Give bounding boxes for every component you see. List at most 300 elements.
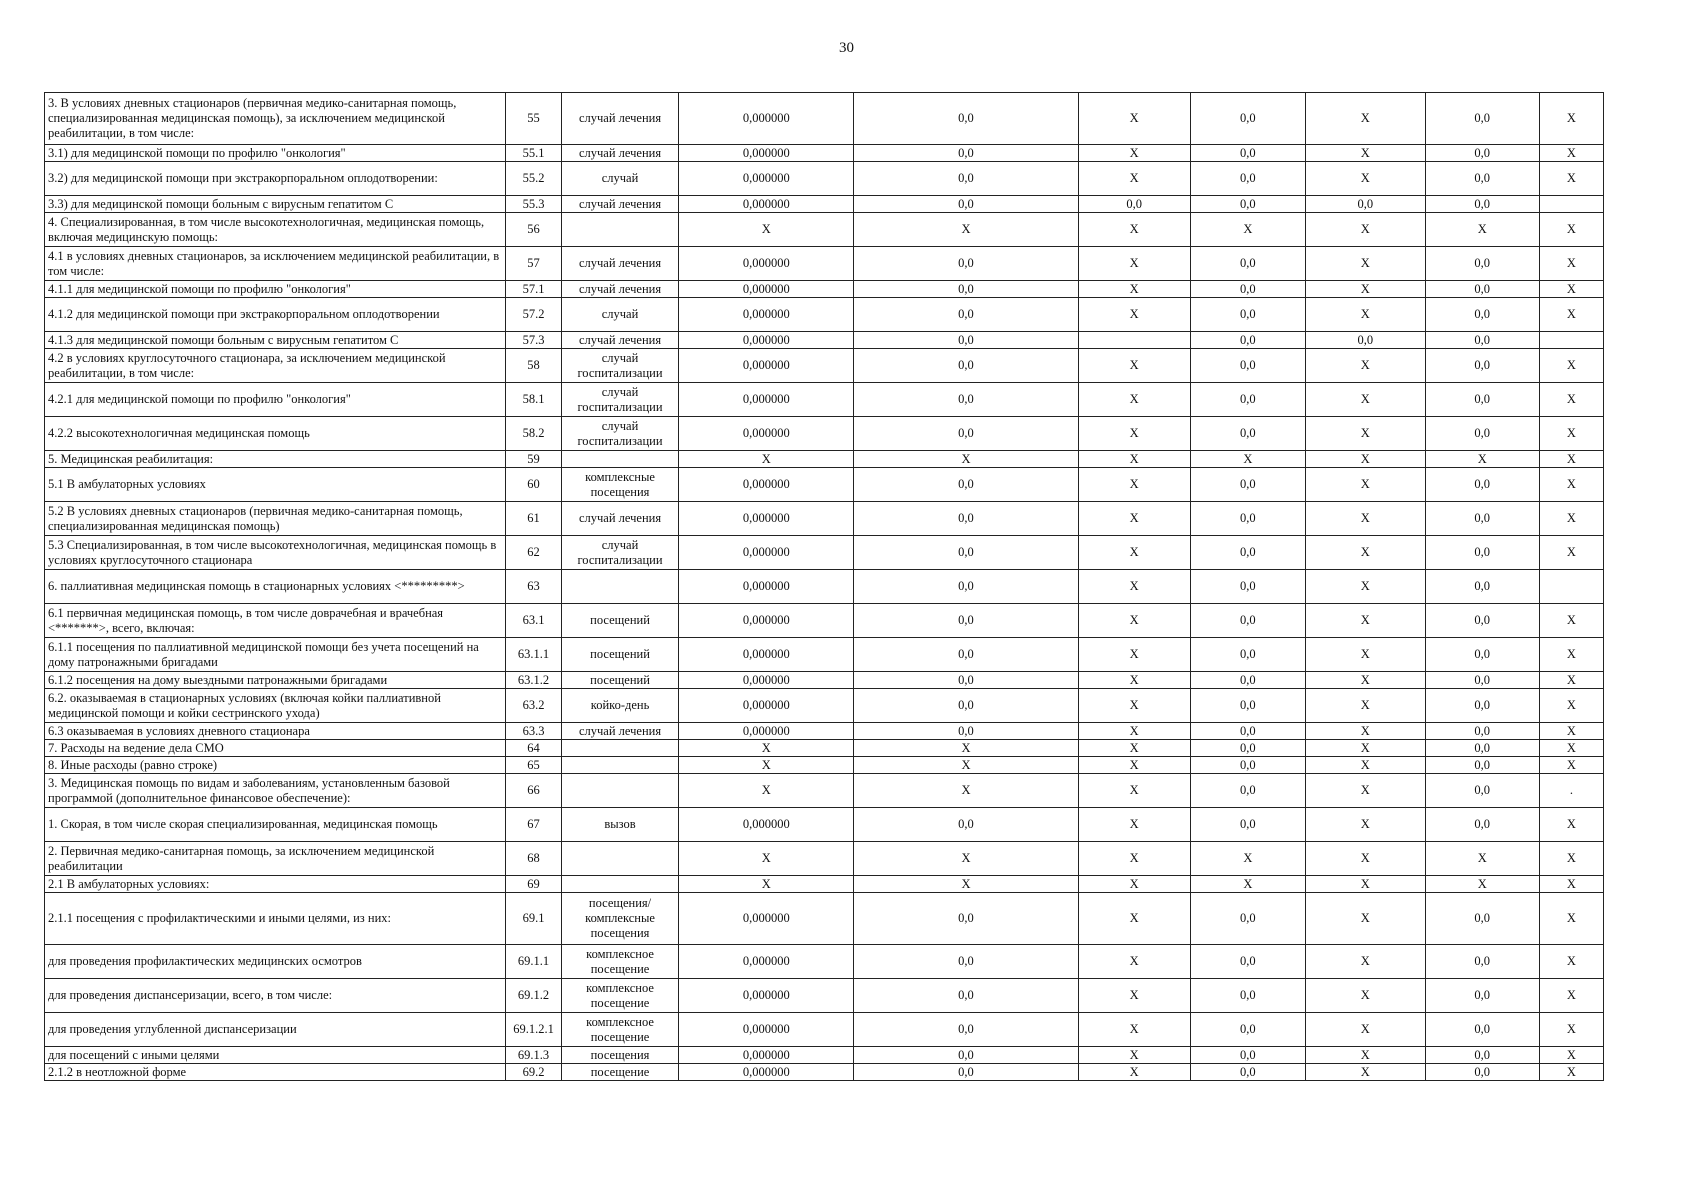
cell-row-name: 2.1.1 посещения с профилактическими и иными целями, из них: bbox=[45, 893, 506, 945]
data-table bbox=[44, 92, 1604, 1081]
cell-value-1: 0,000000 bbox=[679, 196, 854, 213]
cell-value-2: 0,0 bbox=[854, 536, 1078, 570]
cell-value-1: 0,000000 bbox=[679, 604, 854, 638]
table-row bbox=[45, 876, 1604, 893]
cell-value-2: X bbox=[854, 740, 1078, 757]
cell-value-6: 0,0 bbox=[1425, 332, 1539, 349]
cell-value-6: X bbox=[1425, 451, 1539, 468]
cell-row-number: 65 bbox=[506, 757, 562, 774]
cell-value-6: X bbox=[1425, 213, 1539, 247]
cell-value-4: 0,0 bbox=[1190, 281, 1305, 298]
table-row bbox=[45, 1047, 1604, 1064]
cell-value-6: 0,0 bbox=[1425, 1013, 1539, 1047]
table-row bbox=[45, 672, 1604, 689]
cell-value-1: X bbox=[679, 876, 854, 893]
cell-value-4: 0,0 bbox=[1190, 349, 1305, 383]
cell-value-1: X bbox=[679, 451, 854, 468]
cell-value-1: 0,000000 bbox=[679, 945, 854, 979]
table-row bbox=[45, 298, 1604, 332]
cell-value-3: X bbox=[1078, 979, 1190, 1013]
cell-row-name: 5.3 Специализированная, в том числе высокотехнологичная, медицинская помощь в условиях круглосуточного стационара bbox=[45, 536, 506, 570]
cell-unit: комплексные посещения bbox=[561, 468, 678, 502]
cell-value-5: 0,0 bbox=[1306, 196, 1426, 213]
cell-row-name: 5.1 В амбулаторных условиях bbox=[45, 468, 506, 502]
cell-value-2: 0,0 bbox=[854, 349, 1078, 383]
cell-value-4: 0,0 bbox=[1190, 689, 1305, 723]
cell-value-6: 0,0 bbox=[1425, 774, 1539, 808]
cell-unit: случай лечения bbox=[561, 281, 678, 298]
table-row bbox=[45, 842, 1604, 876]
cell-value-1: 0,000000 bbox=[679, 93, 854, 145]
cell-row-name: 4.1.1 для медицинской помощи по профилю "онкология" bbox=[45, 281, 506, 298]
cell-value-7: X bbox=[1539, 93, 1603, 145]
table-row bbox=[45, 349, 1604, 383]
cell-value-3: X bbox=[1078, 281, 1190, 298]
cell-value-7: X bbox=[1539, 281, 1603, 298]
cell-value-2: 0,0 bbox=[854, 570, 1078, 604]
cell-value-7: X bbox=[1539, 468, 1603, 502]
cell-value-7: X bbox=[1539, 451, 1603, 468]
cell-value-1: 0,000000 bbox=[679, 672, 854, 689]
cell-value-1: 0,000000 bbox=[679, 247, 854, 281]
cell-row-name: для посещений с иными целями bbox=[45, 1047, 506, 1064]
table-row bbox=[45, 536, 1604, 570]
cell-row-name: для проведения профилактических медицинских осмотров bbox=[45, 945, 506, 979]
cell-value-6: 0,0 bbox=[1425, 604, 1539, 638]
cell-value-3: X bbox=[1078, 349, 1190, 383]
cell-value-2: X bbox=[854, 842, 1078, 876]
cell-value-6: 0,0 bbox=[1425, 247, 1539, 281]
cell-value-3: X bbox=[1078, 536, 1190, 570]
cell-value-2: 0,0 bbox=[854, 689, 1078, 723]
cell-value-5: 0,0 bbox=[1306, 332, 1426, 349]
cell-row-name: 8. Иные расходы (равно строке) bbox=[45, 757, 506, 774]
cell-value-7: X bbox=[1539, 145, 1603, 162]
cell-value-7: X bbox=[1539, 604, 1603, 638]
cell-value-3 bbox=[1078, 332, 1190, 349]
cell-value-5: X bbox=[1306, 570, 1426, 604]
cell-row-name: 3.3) для медицинской помощи больным с вирусным гепатитом С bbox=[45, 196, 506, 213]
cell-unit: посещения/комплексные посещения bbox=[561, 893, 678, 945]
cell-value-3: X bbox=[1078, 893, 1190, 945]
cell-value-4: 0,0 bbox=[1190, 298, 1305, 332]
cell-unit bbox=[561, 757, 678, 774]
cell-row-name: для проведения диспансеризации, всего, в том числе: bbox=[45, 979, 506, 1013]
cell-row-number: 56 bbox=[506, 213, 562, 247]
cell-value-5: X bbox=[1306, 349, 1426, 383]
cell-value-5: X bbox=[1306, 1064, 1426, 1081]
cell-row-name: 4.1 в условиях дневных стационаров, за исключением медицинской реабилитации, в том числе: bbox=[45, 247, 506, 281]
cell-row-number: 69.1.1 bbox=[506, 945, 562, 979]
cell-row-number: 57 bbox=[506, 247, 562, 281]
cell-value-5: X bbox=[1306, 876, 1426, 893]
cell-value-1: 0,000000 bbox=[679, 1013, 854, 1047]
cell-value-3: X bbox=[1078, 1064, 1190, 1081]
cell-row-name: 5. Медицинская реабилитация: bbox=[45, 451, 506, 468]
cell-value-2: 0,0 bbox=[854, 638, 1078, 672]
cell-row-name: 4.1.3 для медицинской помощи больным с вирусным гепатитом С bbox=[45, 332, 506, 349]
cell-unit: посещение bbox=[561, 1064, 678, 1081]
cell-row-number: 63.2 bbox=[506, 689, 562, 723]
cell-value-2: 0,0 bbox=[854, 1047, 1078, 1064]
cell-value-7: X bbox=[1539, 876, 1603, 893]
cell-value-5: X bbox=[1306, 162, 1426, 196]
table-row bbox=[45, 145, 1604, 162]
cell-row-name: 6.3 оказываемая в условиях дневного стационара bbox=[45, 723, 506, 740]
cell-value-2: 0,0 bbox=[854, 979, 1078, 1013]
cell-value-6: 0,0 bbox=[1425, 145, 1539, 162]
cell-unit: посещений bbox=[561, 672, 678, 689]
cell-value-2: 0,0 bbox=[854, 196, 1078, 213]
cell-value-1: X bbox=[679, 774, 854, 808]
cell-value-4: X bbox=[1190, 842, 1305, 876]
cell-value-4: 0,0 bbox=[1190, 893, 1305, 945]
cell-value-2: 0,0 bbox=[854, 162, 1078, 196]
cell-value-4: 0,0 bbox=[1190, 145, 1305, 162]
cell-value-1: 0,000000 bbox=[679, 1047, 854, 1064]
cell-unit: случай bbox=[561, 298, 678, 332]
cell-unit bbox=[561, 740, 678, 757]
cell-row-name: 3.2) для медицинской помощи при экстракорпоральном оплодотворении: bbox=[45, 162, 506, 196]
cell-value-3: X bbox=[1078, 740, 1190, 757]
cell-value-4: 0,0 bbox=[1190, 774, 1305, 808]
cell-value-6: 0,0 bbox=[1425, 417, 1539, 451]
cell-value-1: 0,000000 bbox=[679, 536, 854, 570]
cell-row-name: 5.2 В условиях дневных стационаров (первичная медико-санитарная помощь, специализированная медицинская помощь) bbox=[45, 502, 506, 536]
cell-value-4: 0,0 bbox=[1190, 1064, 1305, 1081]
cell-row-number: 69.2 bbox=[506, 1064, 562, 1081]
cell-value-1: 0,000000 bbox=[679, 349, 854, 383]
cell-value-7: . bbox=[1539, 774, 1603, 808]
table-row bbox=[45, 1013, 1604, 1047]
cell-unit: случай лечения bbox=[561, 332, 678, 349]
cell-unit bbox=[561, 774, 678, 808]
cell-value-5: X bbox=[1306, 417, 1426, 451]
cell-row-name: 7. Расходы на ведение дела СМО bbox=[45, 740, 506, 757]
cell-value-6: 0,0 bbox=[1425, 468, 1539, 502]
cell-value-3: X bbox=[1078, 808, 1190, 842]
cell-row-number: 57.1 bbox=[506, 281, 562, 298]
cell-unit: случай госпитализации bbox=[561, 536, 678, 570]
cell-value-7: X bbox=[1539, 247, 1603, 281]
table-row bbox=[45, 383, 1604, 417]
cell-value-6: X bbox=[1425, 842, 1539, 876]
cell-row-number: 63.1.2 bbox=[506, 672, 562, 689]
cell-value-5: X bbox=[1306, 689, 1426, 723]
cell-value-3: X bbox=[1078, 689, 1190, 723]
cell-value-2: X bbox=[854, 213, 1078, 247]
cell-value-6: 0,0 bbox=[1425, 723, 1539, 740]
cell-value-7: X bbox=[1539, 945, 1603, 979]
table-row bbox=[45, 93, 1604, 145]
cell-value-2: 0,0 bbox=[854, 1064, 1078, 1081]
cell-value-5: X bbox=[1306, 536, 1426, 570]
cell-unit bbox=[561, 451, 678, 468]
cell-value-2: 0,0 bbox=[854, 604, 1078, 638]
cell-value-5: X bbox=[1306, 774, 1426, 808]
cell-row-number: 69.1 bbox=[506, 893, 562, 945]
cell-unit: комплексное посещение bbox=[561, 979, 678, 1013]
cell-value-3: X bbox=[1078, 672, 1190, 689]
cell-row-name: 6.1.1 посещения по паллиативной медицинской помощи без учета посещений на дому патронажными бригадами bbox=[45, 638, 506, 672]
cell-unit: посещения bbox=[561, 1047, 678, 1064]
cell-value-5: X bbox=[1306, 638, 1426, 672]
cell-value-2: 0,0 bbox=[854, 945, 1078, 979]
cell-row-number: 57.2 bbox=[506, 298, 562, 332]
cell-value-5: X bbox=[1306, 757, 1426, 774]
cell-row-name: 4.1.2 для медицинской помощи при экстракорпоральном оплодотворении bbox=[45, 298, 506, 332]
cell-value-7 bbox=[1539, 570, 1603, 604]
cell-row-name: 2.1.2 в неотложной форме bbox=[45, 1064, 506, 1081]
cell-value-4: 0,0 bbox=[1190, 417, 1305, 451]
cell-row-name: 6.1 первичная медицинская помощь, в том числе доврачебная и врачебная <*******>, всего, включая: bbox=[45, 604, 506, 638]
cell-value-4: 0,0 bbox=[1190, 979, 1305, 1013]
cell-value-7: X bbox=[1539, 842, 1603, 876]
cell-value-3: X bbox=[1078, 93, 1190, 145]
table-row bbox=[45, 1064, 1604, 1081]
cell-value-4: 0,0 bbox=[1190, 757, 1305, 774]
cell-row-name: 6.1.2 посещения на дому выездными патронажными бригадами bbox=[45, 672, 506, 689]
cell-value-5: X bbox=[1306, 1047, 1426, 1064]
cell-row-name: 3. Медицинская помощь по видам и заболеваниям, установленным базовой программой (дополнительное финансовое обеспечение): bbox=[45, 774, 506, 808]
cell-unit bbox=[561, 876, 678, 893]
cell-value-4: 0,0 bbox=[1190, 536, 1305, 570]
table-row bbox=[45, 213, 1604, 247]
cell-value-1: 0,000000 bbox=[679, 332, 854, 349]
cell-value-5: X bbox=[1306, 383, 1426, 417]
cell-value-2: 0,0 bbox=[854, 281, 1078, 298]
cell-unit: случай лечения bbox=[561, 93, 678, 145]
cell-value-6: 0,0 bbox=[1425, 689, 1539, 723]
cell-value-7: X bbox=[1539, 979, 1603, 1013]
cell-value-7: X bbox=[1539, 349, 1603, 383]
cell-value-3: X bbox=[1078, 1047, 1190, 1064]
table-row bbox=[45, 638, 1604, 672]
cell-unit bbox=[561, 842, 678, 876]
cell-value-6: 0,0 bbox=[1425, 979, 1539, 1013]
cell-value-3: X bbox=[1078, 145, 1190, 162]
cell-value-6: 0,0 bbox=[1425, 281, 1539, 298]
cell-unit: случай госпитализации bbox=[561, 383, 678, 417]
cell-value-6: 0,0 bbox=[1425, 349, 1539, 383]
table-row bbox=[45, 945, 1604, 979]
cell-value-7: X bbox=[1539, 740, 1603, 757]
cell-row-name: 2. Первичная медико-санитарная помощь, за исключением медицинской реабилитации bbox=[45, 842, 506, 876]
cell-value-5: X bbox=[1306, 502, 1426, 536]
cell-row-number: 63.3 bbox=[506, 723, 562, 740]
cell-value-6: 0,0 bbox=[1425, 536, 1539, 570]
cell-value-1: 0,000000 bbox=[679, 689, 854, 723]
cell-value-1: X bbox=[679, 842, 854, 876]
page-number: 30 bbox=[839, 40, 854, 56]
cell-value-4: 0,0 bbox=[1190, 162, 1305, 196]
cell-value-1: 0,000000 bbox=[679, 638, 854, 672]
cell-value-1: 0,000000 bbox=[679, 1064, 854, 1081]
cell-value-2: X bbox=[854, 451, 1078, 468]
cell-value-4: 0,0 bbox=[1190, 945, 1305, 979]
cell-value-7: X bbox=[1539, 213, 1603, 247]
cell-value-1: 0,000000 bbox=[679, 570, 854, 604]
cell-value-1: 0,000000 bbox=[679, 468, 854, 502]
cell-value-7 bbox=[1539, 332, 1603, 349]
cell-unit bbox=[561, 213, 678, 247]
cell-row-number: 55 bbox=[506, 93, 562, 145]
cell-value-5: X bbox=[1306, 672, 1426, 689]
cell-value-5: X bbox=[1306, 723, 1426, 740]
cell-row-name: 4.2.2 высокотехнологичная медицинская помощь bbox=[45, 417, 506, 451]
cell-value-5: X bbox=[1306, 979, 1426, 1013]
table-row bbox=[45, 281, 1604, 298]
cell-value-4: 0,0 bbox=[1190, 468, 1305, 502]
cell-unit: комплексное посещение bbox=[561, 1013, 678, 1047]
table-row bbox=[45, 162, 1604, 196]
cell-row-name: 1. Скорая, в том числе скорая специализированная, медицинская помощь bbox=[45, 808, 506, 842]
cell-unit: посещений bbox=[561, 638, 678, 672]
cell-row-name: для проведения углубленной диспансеризации bbox=[45, 1013, 506, 1047]
cell-row-number: 55.3 bbox=[506, 196, 562, 213]
cell-value-3: X bbox=[1078, 757, 1190, 774]
cell-row-number: 58.2 bbox=[506, 417, 562, 451]
cell-unit: случай лечения bbox=[561, 723, 678, 740]
cell-value-2: X bbox=[854, 757, 1078, 774]
cell-row-number: 63.1.1 bbox=[506, 638, 562, 672]
cell-value-4: 0,0 bbox=[1190, 196, 1305, 213]
cell-value-2: 0,0 bbox=[854, 247, 1078, 281]
table-row bbox=[45, 502, 1604, 536]
cell-value-2: 0,0 bbox=[854, 808, 1078, 842]
cell-value-7: X bbox=[1539, 536, 1603, 570]
cell-value-7: X bbox=[1539, 723, 1603, 740]
cell-value-6: 0,0 bbox=[1425, 638, 1539, 672]
cell-value-3: X bbox=[1078, 383, 1190, 417]
cell-value-4: 0,0 bbox=[1190, 570, 1305, 604]
cell-row-number: 66 bbox=[506, 774, 562, 808]
cell-value-3: X bbox=[1078, 502, 1190, 536]
cell-value-3: X bbox=[1078, 451, 1190, 468]
cell-value-7: X bbox=[1539, 672, 1603, 689]
cell-row-name: 2.1 В амбулаторных условиях: bbox=[45, 876, 506, 893]
cell-unit: случай лечения bbox=[561, 145, 678, 162]
cell-value-6: 0,0 bbox=[1425, 570, 1539, 604]
cell-value-1: 0,000000 bbox=[679, 162, 854, 196]
cell-value-4: 0,0 bbox=[1190, 604, 1305, 638]
cell-value-4: 0,0 bbox=[1190, 723, 1305, 740]
cell-value-2: 0,0 bbox=[854, 145, 1078, 162]
cell-value-5: X bbox=[1306, 213, 1426, 247]
cell-unit bbox=[561, 570, 678, 604]
cell-row-number: 69.1.2.1 bbox=[506, 1013, 562, 1047]
cell-value-4: 0,0 bbox=[1190, 332, 1305, 349]
cell-value-3: X bbox=[1078, 842, 1190, 876]
cell-value-6: 0,0 bbox=[1425, 740, 1539, 757]
cell-value-5: X bbox=[1306, 468, 1426, 502]
cell-value-4: 0,0 bbox=[1190, 672, 1305, 689]
cell-value-2: 0,0 bbox=[854, 502, 1078, 536]
cell-value-6: 0,0 bbox=[1425, 893, 1539, 945]
cell-value-7: X bbox=[1539, 1064, 1603, 1081]
cell-value-4: 0,0 bbox=[1190, 638, 1305, 672]
cell-row-name: 3.1) для медицинской помощи по профилю "онкология" bbox=[45, 145, 506, 162]
cell-value-7: X bbox=[1539, 417, 1603, 451]
cell-value-5: X bbox=[1306, 808, 1426, 842]
cell-value-6: 0,0 bbox=[1425, 672, 1539, 689]
cell-row-number: 69.1.2 bbox=[506, 979, 562, 1013]
table-row bbox=[45, 247, 1604, 281]
cell-unit: койко-день bbox=[561, 689, 678, 723]
cell-row-number: 58.1 bbox=[506, 383, 562, 417]
cell-value-2: 0,0 bbox=[854, 417, 1078, 451]
table-row bbox=[45, 570, 1604, 604]
cell-value-6: 0,0 bbox=[1425, 1064, 1539, 1081]
cell-value-1: 0,000000 bbox=[679, 383, 854, 417]
cell-value-6: 0,0 bbox=[1425, 502, 1539, 536]
cell-value-2: 0,0 bbox=[854, 468, 1078, 502]
cell-value-4: 0,0 bbox=[1190, 808, 1305, 842]
cell-value-1: 0,000000 bbox=[679, 979, 854, 1013]
cell-value-3: X bbox=[1078, 723, 1190, 740]
table-row bbox=[45, 774, 1604, 808]
cell-value-6: 0,0 bbox=[1425, 945, 1539, 979]
cell-value-1: 0,000000 bbox=[679, 893, 854, 945]
cell-value-5: X bbox=[1306, 145, 1426, 162]
cell-row-number: 57.3 bbox=[506, 332, 562, 349]
table-row bbox=[45, 979, 1604, 1013]
table-row bbox=[45, 196, 1604, 213]
cell-row-number: 69.1.3 bbox=[506, 1047, 562, 1064]
cell-value-4: 0,0 bbox=[1190, 247, 1305, 281]
cell-row-number: 67 bbox=[506, 808, 562, 842]
cell-value-6: 0,0 bbox=[1425, 196, 1539, 213]
cell-value-4: 0,0 bbox=[1190, 383, 1305, 417]
cell-value-2: 0,0 bbox=[854, 298, 1078, 332]
cell-row-number: 68 bbox=[506, 842, 562, 876]
cell-row-number: 63.1 bbox=[506, 604, 562, 638]
cell-row-name: 6. паллиативная медицинская помощь в стационарных условиях <*********> bbox=[45, 570, 506, 604]
cell-value-2: 0,0 bbox=[854, 1013, 1078, 1047]
cell-value-6: X bbox=[1425, 876, 1539, 893]
cell-value-5: X bbox=[1306, 893, 1426, 945]
cell-value-4: 0,0 bbox=[1190, 93, 1305, 145]
cell-value-4: 0,0 bbox=[1190, 740, 1305, 757]
cell-value-3: X bbox=[1078, 876, 1190, 893]
cell-value-6: 0,0 bbox=[1425, 298, 1539, 332]
cell-value-5: X bbox=[1306, 842, 1426, 876]
cell-value-2: 0,0 bbox=[854, 723, 1078, 740]
cell-value-1: 0,000000 bbox=[679, 502, 854, 536]
cell-value-7: X bbox=[1539, 1013, 1603, 1047]
cell-value-1: X bbox=[679, 213, 854, 247]
cell-row-number: 62 bbox=[506, 536, 562, 570]
table-row bbox=[45, 468, 1604, 502]
cell-value-3: X bbox=[1078, 774, 1190, 808]
table-row bbox=[45, 723, 1604, 740]
cell-row-number: 61 bbox=[506, 502, 562, 536]
cell-value-6: 0,0 bbox=[1425, 93, 1539, 145]
cell-value-1: 0,000000 bbox=[679, 417, 854, 451]
cell-value-5: X bbox=[1306, 93, 1426, 145]
table-body bbox=[45, 93, 1604, 1081]
cell-unit: случай госпитализации bbox=[561, 349, 678, 383]
cell-value-3: X bbox=[1078, 298, 1190, 332]
cell-value-3: X bbox=[1078, 468, 1190, 502]
cell-value-7 bbox=[1539, 196, 1603, 213]
cell-value-2: X bbox=[854, 774, 1078, 808]
cell-row-number: 58 bbox=[506, 349, 562, 383]
table-row bbox=[45, 757, 1604, 774]
cell-value-3: 0,0 bbox=[1078, 196, 1190, 213]
cell-value-2: 0,0 bbox=[854, 332, 1078, 349]
cell-value-3: X bbox=[1078, 247, 1190, 281]
